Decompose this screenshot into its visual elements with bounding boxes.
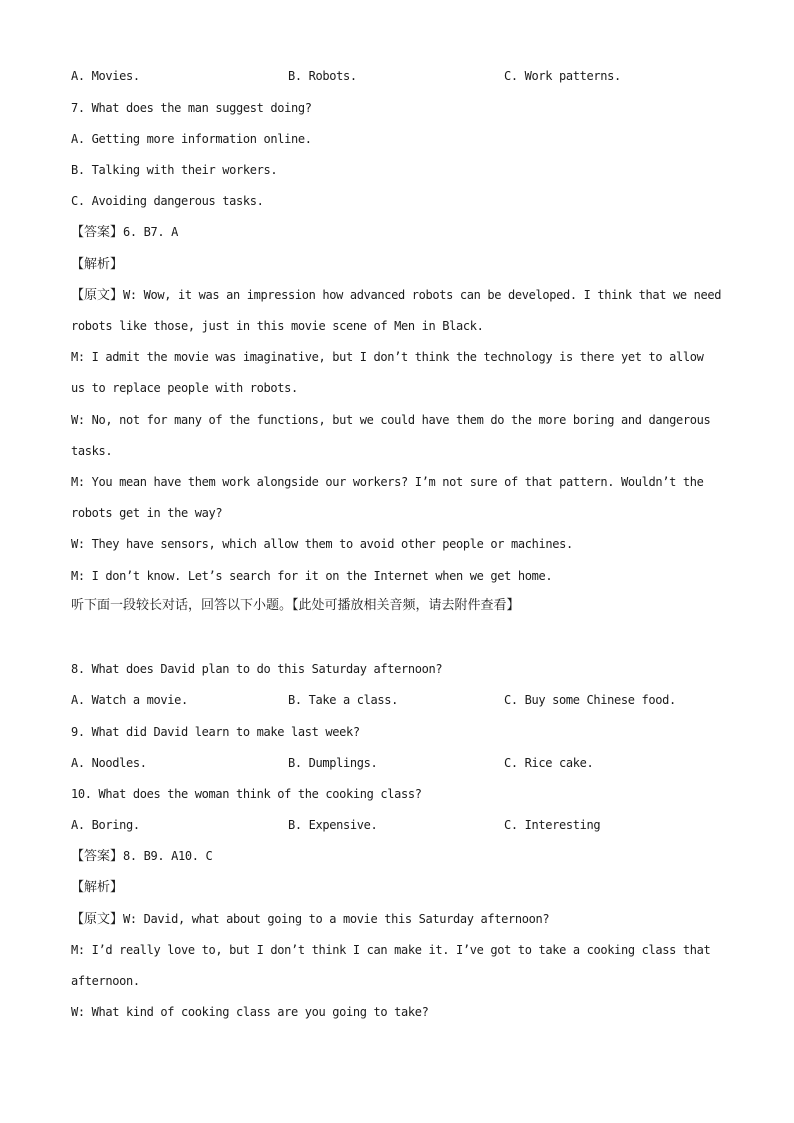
transcript-1-line-2: M: I admit the movie was imaginative, but I don’t think the technology is there yet to allow bbox=[71, 350, 704, 364]
transcript-2-line-3: W: What kind of cooking class are you going to take? bbox=[71, 1005, 429, 1019]
q10-option-a: A. Boring. bbox=[71, 818, 140, 832]
q6-option-b: B. Robots. bbox=[288, 69, 357, 83]
answer-2 bbox=[71, 848, 212, 865]
transcript-2-line-1: M: I’d really love to, but I don’t think I can make it. I’ve got to take a cooking class that bbox=[71, 943, 711, 957]
transcript-1-line-1: robots like those, just in this movie scene of Men in Black. bbox=[71, 319, 484, 333]
transcript-1-line-6: M: You mean have them work alongside our workers? I’m not sure of that pattern. Wouldn’t the bbox=[71, 475, 704, 489]
q9-option-a: A. Noodles. bbox=[71, 756, 147, 770]
transcript-2-line-0: 【原文】W: David, what about going to a movie this Saturday afternoon? bbox=[71, 912, 550, 927]
q9-question: 9. What did David learn to make last week? bbox=[71, 725, 360, 739]
q6-option-c: C. Work patterns. bbox=[504, 69, 621, 83]
transcript-1-line-3: us to replace people with robots. bbox=[71, 381, 298, 395]
answer-text: 6. B7. A bbox=[123, 225, 179, 239]
listening-instruction: 听下面一段较长对话，回答以下小题。【此处可播放相关音频，请去附件查看】 bbox=[71, 598, 520, 613]
q10-option-b: B. Expensive. bbox=[288, 818, 378, 832]
q7-option-a: A. Getting more information online. bbox=[71, 132, 312, 146]
answer-tag: 【答案】 bbox=[71, 849, 124, 864]
q7-option-b: B. Talking with their workers. bbox=[71, 163, 278, 177]
q7-question: 7. What does the man suggest doing? bbox=[71, 101, 312, 115]
transcript-1-line-4: W: No, not for many of the functions, but we could have them do the more boring and dangerous bbox=[71, 413, 711, 427]
answer-1 bbox=[71, 224, 178, 241]
q9-option-c: C. Rice cake. bbox=[504, 756, 594, 770]
answer-text: 8. B9. A10. C bbox=[123, 849, 213, 863]
q10-question: 10. What does the woman think of the cooking class? bbox=[71, 787, 422, 801]
q8-option-b: B. Take a class. bbox=[288, 693, 398, 707]
transcript-tag: 【原文】 bbox=[71, 912, 124, 927]
analysis-tag: 【解析】 bbox=[71, 257, 124, 272]
q9-option-b: B. Dumplings. bbox=[288, 756, 378, 770]
transcript-tag: 【原文】 bbox=[71, 288, 124, 303]
analysis-2 bbox=[71, 879, 123, 896]
q6-option-a: A. Movies. bbox=[71, 69, 140, 83]
q8-option-a: A. Watch a movie. bbox=[71, 693, 188, 707]
answer-tag: 【答案】 bbox=[71, 225, 124, 240]
transcript-2-line-2: afternoon. bbox=[71, 974, 140, 988]
q7-option-c: C. Avoiding dangerous tasks. bbox=[71, 194, 264, 208]
q8-question: 8. What does David plan to do this Saturday afternoon? bbox=[71, 662, 443, 676]
transcript-1-line-7: robots get in the way? bbox=[71, 506, 223, 520]
transcript-1-line-5: tasks. bbox=[71, 444, 113, 458]
analysis-tag: 【解析】 bbox=[71, 880, 124, 895]
analysis-1 bbox=[71, 256, 123, 273]
q8-option-c: C. Buy some Chinese food. bbox=[504, 693, 676, 707]
q10-option-c: C. Interesting bbox=[504, 818, 601, 832]
transcript-1-line-9: M: I don’t know. Let’s search for it on the Internet when we get home. bbox=[71, 569, 553, 583]
transcript-1-line-8: W: They have sensors, which allow them to avoid other people or machines. bbox=[71, 537, 573, 551]
transcript-1-line-0: 【原文】W: Wow, it was an impression how advanced robots can be developed. I think that we need bbox=[71, 288, 722, 303]
